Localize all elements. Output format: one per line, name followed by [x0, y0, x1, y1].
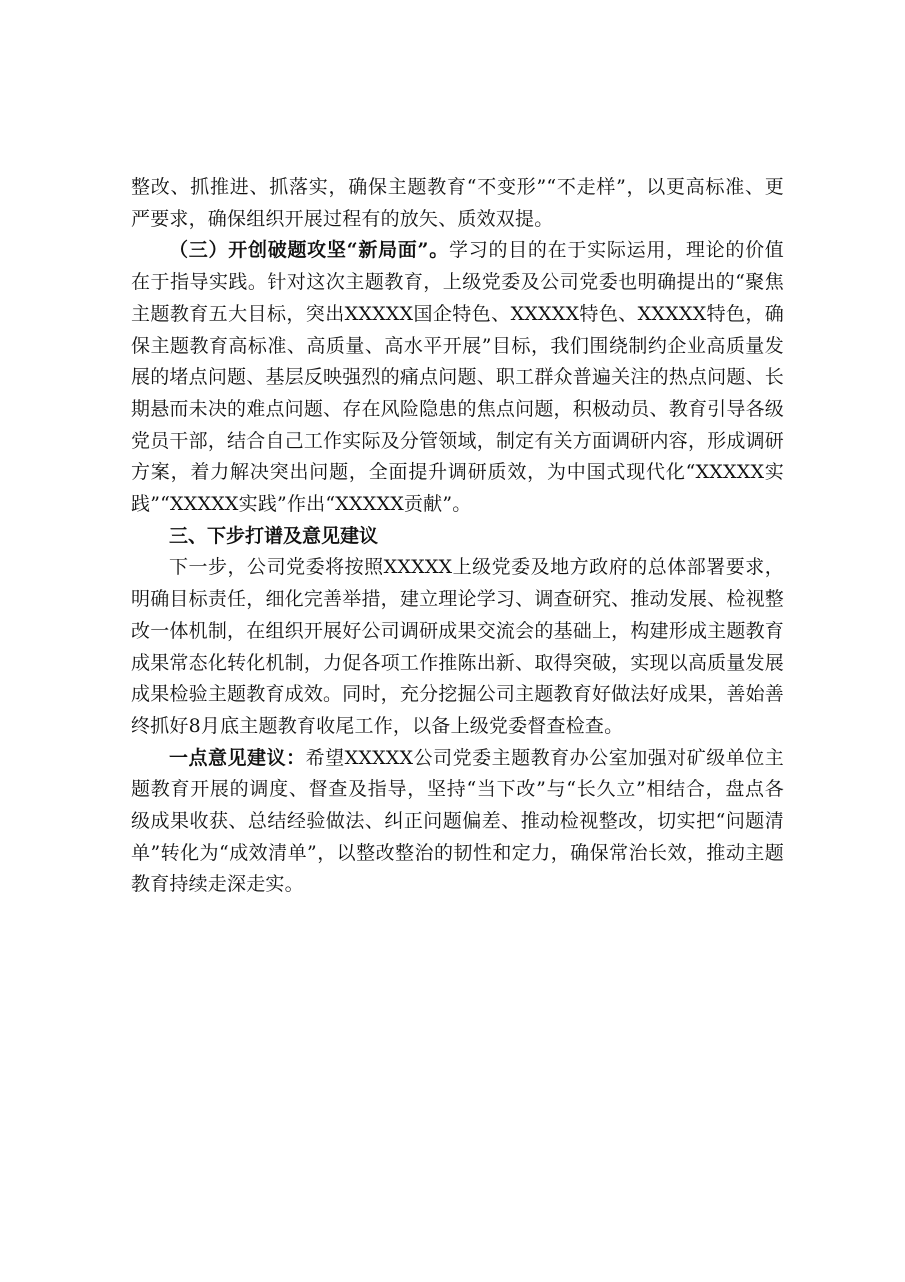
paragraph-next-steps [131, 552, 784, 742]
section-3-body: 学习的目的在于实际运用，理论的价值在于指导实践。针对这次主题教育，上级党委及公司党委也明确提出的“聚焦主题教育五大目标，突出XXXXX国企特色、XXXXX特色、XXXXX特色，确保主题教育高标准、高质量、高水平开展”目标，我们围绕制约企业高质量发展的堵点问题、基层反映强烈的痛点问题、职工群众普遍关注的热点问题、长期悬而未决的难点问题、存在风险隐患的焦点问题，积极动员、教育引导各级党员干部，结合自己工作实际及分管领域，制定有关方面调研内容，形成调研方案，着力解决突出问题，全面提升调研质效，为中国式现代化“XXXXX实践”“XXXXX实践”作出“XXXXX贡献”。 [131, 239, 785, 516]
paragraph-suggestion [131, 743, 784, 902]
suggestion-lead: 一点意见建议： [169, 746, 306, 769]
section-3-lead: （三）开创破题攻坚“新局面”。 [169, 239, 449, 262]
document-body [131, 172, 784, 901]
paragraph-section-3 [131, 235, 784, 520]
heading-next-steps: 三、下步打谱及意见建议 [169, 524, 379, 547]
next-steps-text: 下一步，公司党委将按照XXXXX上级党委及地方政府的总体部署要求，明确目标责任，细化完善举措，建立理论学习、调查研究、推动发展、检视整改一体机制，在组织开展好公司调研成果交流会的基础上，构建形成主题教育成果常态化转化机制，力促各项工作推陈出新、取得突破，实现以高质量发展成果检验主题教育成效。同时，充分挖掘公司主题教育好做法好成果，善始善终抓好8月底主题教育收尾工作，以备上级党委督查检查。 [131, 556, 784, 737]
paragraph-continuation [131, 172, 784, 235]
paragraph-continuation-text: 整改、抓推进、抓落实，确保主题教育“不变形”“不走样”，以更高标准、更严要求，确保组织开展过程有的放矢、质效双提。 [131, 176, 784, 230]
suggestion-body: 希望XXXXX公司党委主题教育办公室加强对矿级单位主题教育开展的调度、督查及指导，坚持“当下改”与“长久立”相结合，盘点各级成果收获、总结经验做法、纠正问题偏差、推动检视整改，切实把“问题清单”转化为“成效清单”，以整改整治的韧性和定力，确保常治长效，推动主题教育持续走深走实。 [131, 746, 784, 896]
